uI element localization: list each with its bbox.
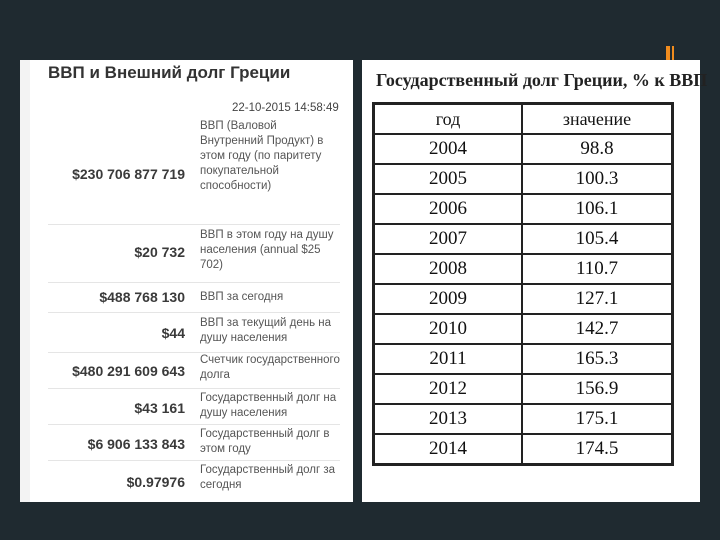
stat-value: $488 768 130 bbox=[99, 289, 185, 305]
stat-description: ВВП (Валовой Внутренний Продукт) в этом году (по паритету покупательной способности) bbox=[200, 120, 324, 192]
year-cell: 2014 bbox=[374, 434, 523, 465]
stat-row bbox=[48, 424, 340, 461]
stat-value: $6 906 133 843 bbox=[87, 436, 185, 452]
table-row bbox=[374, 254, 673, 284]
table-row bbox=[374, 344, 673, 374]
year-cell: 2013 bbox=[374, 404, 523, 434]
table-row bbox=[374, 284, 673, 314]
left-panel-title: ВВП и Внешний долг Греции bbox=[48, 63, 291, 82]
stat-description: ВВП в этом году на душу населения (annual $25 702) bbox=[200, 229, 334, 271]
right-panel-title: Государственный долг Греции, % к ВВП bbox=[376, 70, 708, 90]
table-row bbox=[374, 194, 673, 224]
timestamp: 22-10-2015 14:58:49 bbox=[232, 102, 339, 114]
year-cell: 2005 bbox=[374, 164, 523, 194]
value-cell: 127.1 bbox=[522, 284, 673, 314]
gdp-debt-panel bbox=[20, 60, 353, 502]
value-cell: 174.5 bbox=[522, 434, 673, 465]
stat-row bbox=[48, 312, 340, 353]
value-cell: 175.1 bbox=[522, 404, 673, 434]
stat-description: Счетчик государственного долга bbox=[200, 354, 340, 381]
stat-value: $43 161 bbox=[134, 400, 185, 416]
year-cell: 2012 bbox=[374, 374, 523, 404]
table-header-row bbox=[374, 104, 673, 135]
value-cell: 106.1 bbox=[522, 194, 673, 224]
value-cell: 105.4 bbox=[522, 224, 673, 254]
header-value: значение bbox=[522, 104, 673, 135]
stat-row bbox=[48, 388, 340, 425]
year-cell: 2004 bbox=[374, 134, 523, 164]
value-cell: 100.3 bbox=[522, 164, 673, 194]
stat-value: $44 bbox=[161, 325, 185, 341]
stat-description: Государственный долг за сегодня bbox=[200, 464, 336, 491]
table-row bbox=[374, 224, 673, 254]
stat-value: $20 732 bbox=[134, 244, 185, 260]
table-row bbox=[374, 164, 673, 194]
table-row bbox=[374, 434, 673, 465]
stat-row bbox=[48, 116, 340, 225]
year-cell: 2011 bbox=[374, 344, 523, 374]
stat-value: $230 706 877 719 bbox=[72, 166, 185, 182]
header-year: год bbox=[374, 104, 523, 135]
year-cell: 2010 bbox=[374, 314, 523, 344]
table-row bbox=[374, 374, 673, 404]
stat-row bbox=[48, 282, 340, 313]
value-cell: 142.7 bbox=[522, 314, 673, 344]
table-row bbox=[374, 404, 673, 434]
stat-description: Государственный долг на душу населения bbox=[200, 392, 337, 419]
stat-row bbox=[48, 352, 340, 389]
table-row bbox=[374, 134, 673, 164]
debt-ratio-panel bbox=[362, 60, 708, 502]
stat-row bbox=[48, 460, 340, 500]
stat-description: ВВП за текущий день на душу населения bbox=[200, 317, 332, 344]
stat-description: Государственный долг в этом году bbox=[200, 428, 330, 455]
value-cell: 98.8 bbox=[522, 134, 673, 164]
table-row bbox=[374, 314, 673, 344]
value-cell: 156.9 bbox=[522, 374, 673, 404]
value-cell: 110.7 bbox=[522, 254, 673, 284]
stat-value: $480 291 609 643 bbox=[72, 363, 185, 379]
stat-value: $0.97976 bbox=[126, 474, 185, 490]
year-cell: 2008 bbox=[374, 254, 523, 284]
debt-ratio-table bbox=[372, 102, 674, 466]
stat-row bbox=[48, 224, 340, 283]
year-cell: 2009 bbox=[374, 284, 523, 314]
stat-description: ВВП за сегодня bbox=[200, 291, 284, 303]
year-cell: 2006 bbox=[374, 194, 523, 224]
year-cell: 2007 bbox=[374, 224, 523, 254]
value-cell: 165.3 bbox=[522, 344, 673, 374]
